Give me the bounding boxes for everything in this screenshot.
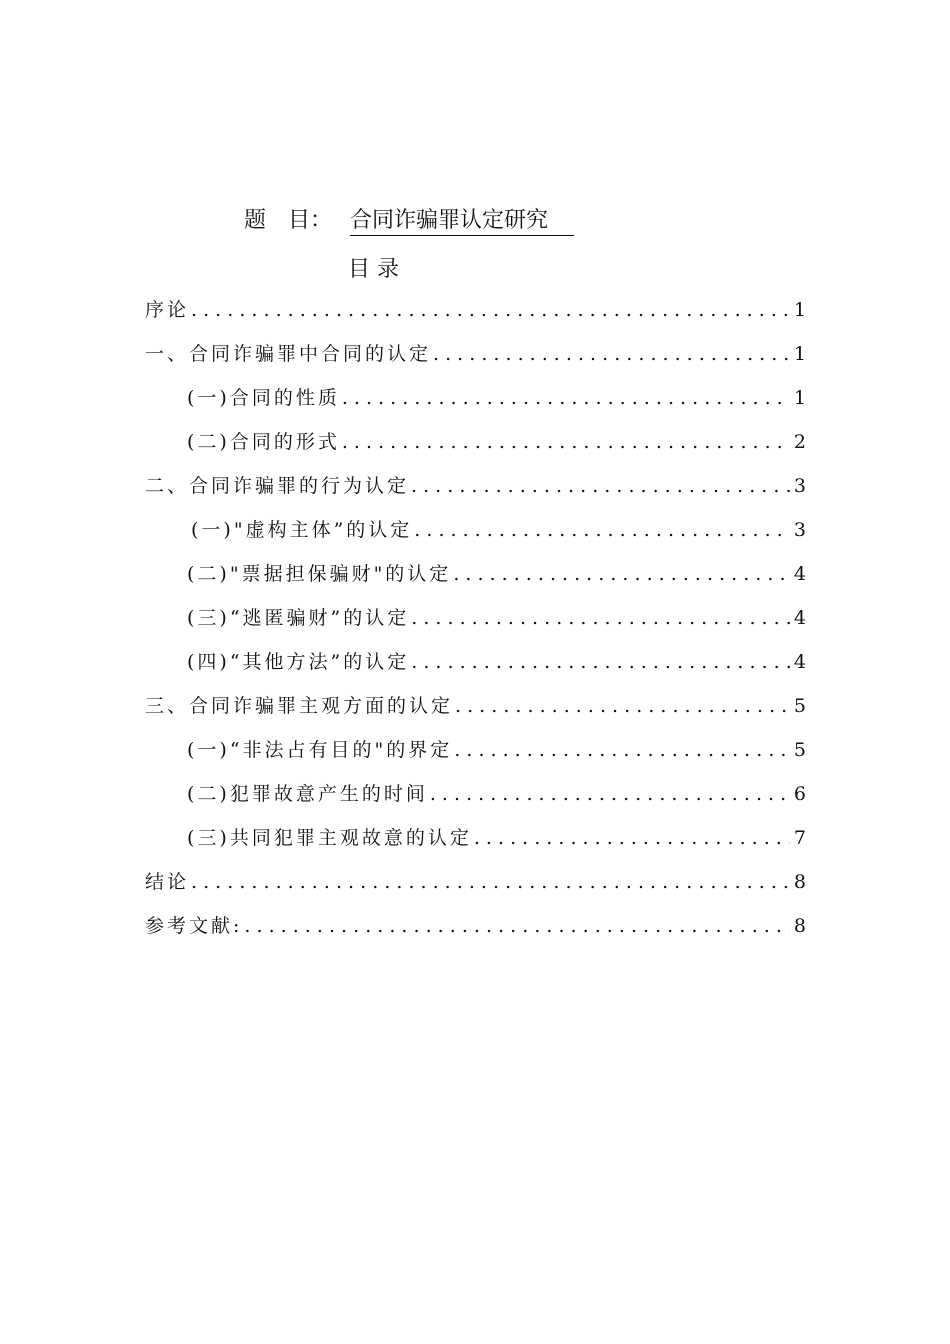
title-label: 题 目： (244, 208, 333, 233)
toc-entry-page: 5 (793, 695, 806, 717)
toc-entry[interactable] (145, 904, 806, 948)
toc-entry[interactable] (145, 332, 806, 376)
toc-entry-text: 序论 (145, 299, 190, 321)
toc-leader-dots (342, 420, 790, 464)
title-value: 合同诈骗罪认定研究 (350, 207, 574, 236)
toc-entry-text: (二)"票据担保骗财"的认定 (187, 563, 452, 585)
table-of-contents (145, 288, 806, 948)
toc-leader-dots (455, 684, 790, 728)
toc-entry-text: (二)合同的形式 (187, 431, 340, 453)
toc-entry[interactable] (145, 508, 806, 552)
toc-leader-dots (433, 332, 790, 376)
toc-entry[interactable] (145, 420, 806, 464)
toc-entry-page: 3 (793, 475, 806, 497)
toc-leader-dots (191, 288, 790, 332)
toc-entry-page: 5 (793, 739, 806, 761)
toc-entry[interactable] (145, 640, 806, 684)
toc-entry-page: 1 (793, 299, 806, 321)
toc-leader-dots (411, 596, 790, 640)
toc-leader-dots (411, 640, 790, 684)
toc-entry-page: 4 (793, 607, 806, 629)
toc-entry-page: 8 (793, 915, 806, 937)
toc-entry-text: (三)共同犯罪主观故意的认定 (187, 827, 472, 849)
toc-entry[interactable] (145, 376, 806, 420)
toc-entry-text: (三)“逃匿骗财”的认定 (187, 607, 410, 629)
toc-leader-dots (454, 728, 790, 772)
toc-entry-text: 一、合同诈骗罪中合同的认定 (145, 343, 432, 365)
toc-entry-text: (一)合同的性质 (187, 387, 340, 409)
toc-entry-page: 2 (793, 431, 806, 453)
toc-entry-text: (四)“其他方法”的认定 (187, 651, 410, 673)
toc-entry[interactable] (145, 728, 806, 772)
toc-entry[interactable] (145, 596, 806, 640)
toc-entry[interactable] (145, 816, 806, 860)
toc-entry[interactable] (145, 772, 806, 816)
toc-entry-text: (一)“非法占有目的"的界定 (187, 739, 453, 761)
toc-entry-page: 7 (793, 827, 806, 849)
toc-entry-text: 参考文献: (145, 915, 243, 937)
toc-entry-page: 4 (793, 651, 806, 673)
toc-entry-text: 三、合同诈骗罪主观方面的认定 (145, 695, 454, 717)
document-title (244, 203, 574, 236)
toc-entry-text: 结论 (145, 871, 190, 893)
toc-entry-page: 8 (793, 871, 806, 893)
toc-entry[interactable] (145, 860, 806, 904)
toc-entry-page: 4 (793, 563, 806, 585)
toc-entry-text: (一)"虚构主体”的认定 (191, 519, 413, 541)
toc-leader-dots (244, 904, 790, 948)
toc-leader-dots (411, 464, 790, 508)
toc-leader-dots (191, 860, 790, 904)
toc-entry-page: 3 (793, 519, 806, 541)
toc-entry-page: 1 (793, 343, 806, 365)
toc-entry[interactable] (145, 464, 806, 508)
toc-entry-text: 二、合同诈骗罪的行为认定 (145, 475, 410, 497)
toc-leader-dots (453, 552, 790, 596)
toc-entry-page: 1 (793, 387, 806, 409)
toc-heading: 目 录 (348, 257, 399, 282)
toc-entry[interactable] (145, 552, 806, 596)
toc-entry[interactable] (145, 288, 806, 332)
toc-entry-page: 6 (793, 783, 806, 805)
toc-leader-dots (342, 376, 790, 420)
toc-leader-dots (414, 508, 790, 552)
toc-leader-dots (474, 816, 790, 860)
toc-leader-dots (430, 772, 790, 816)
toc-entry[interactable] (145, 684, 806, 728)
toc-entry-text: (二)犯罪故意产生的时间 (187, 783, 428, 805)
